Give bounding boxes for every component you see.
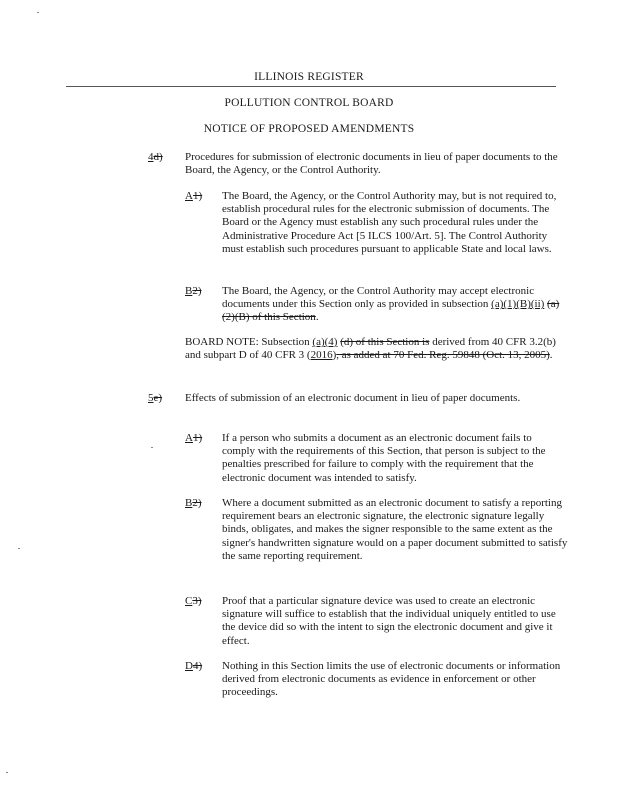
item-e-d-label: D4) xyxy=(185,660,203,672)
scan-speck xyxy=(37,12,39,13)
label-delete: d) xyxy=(153,151,163,163)
scan-speck xyxy=(18,548,20,549)
item-e-b-label: B2) xyxy=(185,497,202,509)
header-rule xyxy=(66,86,556,87)
deleted-tail: of this Section xyxy=(249,311,316,324)
inserted-ref: (a)(1)(B)(ii) xyxy=(491,298,545,311)
item-e-d-text: Nothing in this Section limits the use of electronic documents or information derived from electronic documents as evidence in enforcement or other proceedings. xyxy=(222,660,561,699)
item-d-b-text: The Board, the Agency, or the Control Authority may accept electronic documents under this Section only as provided in subsection (a)(1)(B)(ii) (a)(2)(B) of this Section. xyxy=(222,285,560,324)
subsection-e-text: Effects of submission of an electronic document in lieu of paper documents. xyxy=(185,392,521,404)
item-e-a-text: If a person who submits a document as an electronic document fails to comply with the requirements of this Section, that person is subject to the penalties prescribed for failure to comply with the requirement that the electronic document was intended to satisfy. xyxy=(222,432,546,484)
item-e-c-label: C3) xyxy=(185,595,202,607)
subsection-d-text: Procedures for submission of electronic documents in lieu of paper documents to the Board, the Agency, or the Control Authority. xyxy=(185,151,558,177)
board-note: BOARD NOTE: Subsection (a)(4) (d) of this Section is derived from 40 CFR 3.2(b) and subpart D of 40 CFR 3 (2016), as added at 70 Fed. Reg. 59848 (Oct. 13, 2005). xyxy=(185,336,556,362)
subsection-d-label xyxy=(148,151,163,164)
notice-header: NOTICE OF PROPOSED AMENDMENTS xyxy=(203,123,415,135)
item-e-b-text: Where a document submitted as an electronic document to satisfy a reporting requirement bears an electronic signature, the electronic signature legally binds, obligates, and makes the signer responsible to the same extent as the signer's handwritten signature would on a paper document submitted to satisfy the same reporting requirement. xyxy=(222,497,568,562)
item-e-c-text: Proof that a particular signature device was used to create an electronic signature will suffice to establish that the individual uniquely entitled to use the device did so with the intent to sign the electronic document and give it effect. xyxy=(222,595,556,647)
item-d-a-label: A1) xyxy=(185,190,203,202)
item-e-a-label: A1) xyxy=(185,432,203,444)
subsection-e-label: 5e) xyxy=(148,392,163,404)
deleted-ref: (a)(2)(B) xyxy=(222,298,560,324)
register-header: ILLINOIS REGISTER xyxy=(254,71,364,83)
scan-speck xyxy=(151,447,153,448)
label-insert: 4 xyxy=(148,151,154,163)
scan-speck xyxy=(6,772,8,773)
item-d-b-label: B2) xyxy=(185,285,202,297)
item-d-a-text: The Board, the Agency, or the Control Authority may, but is not required to, establish procedural rules for the electronic submission of documents. The Board or the Agency must establish any such procedural rules under the Administrative Procedure Act [5 ILCS 100/Art. 5]. The Control Authority must establish such procedures pursuant to applicable State and local laws. xyxy=(222,190,557,255)
agency-header: POLLUTION CONTROL BOARD xyxy=(224,97,394,109)
